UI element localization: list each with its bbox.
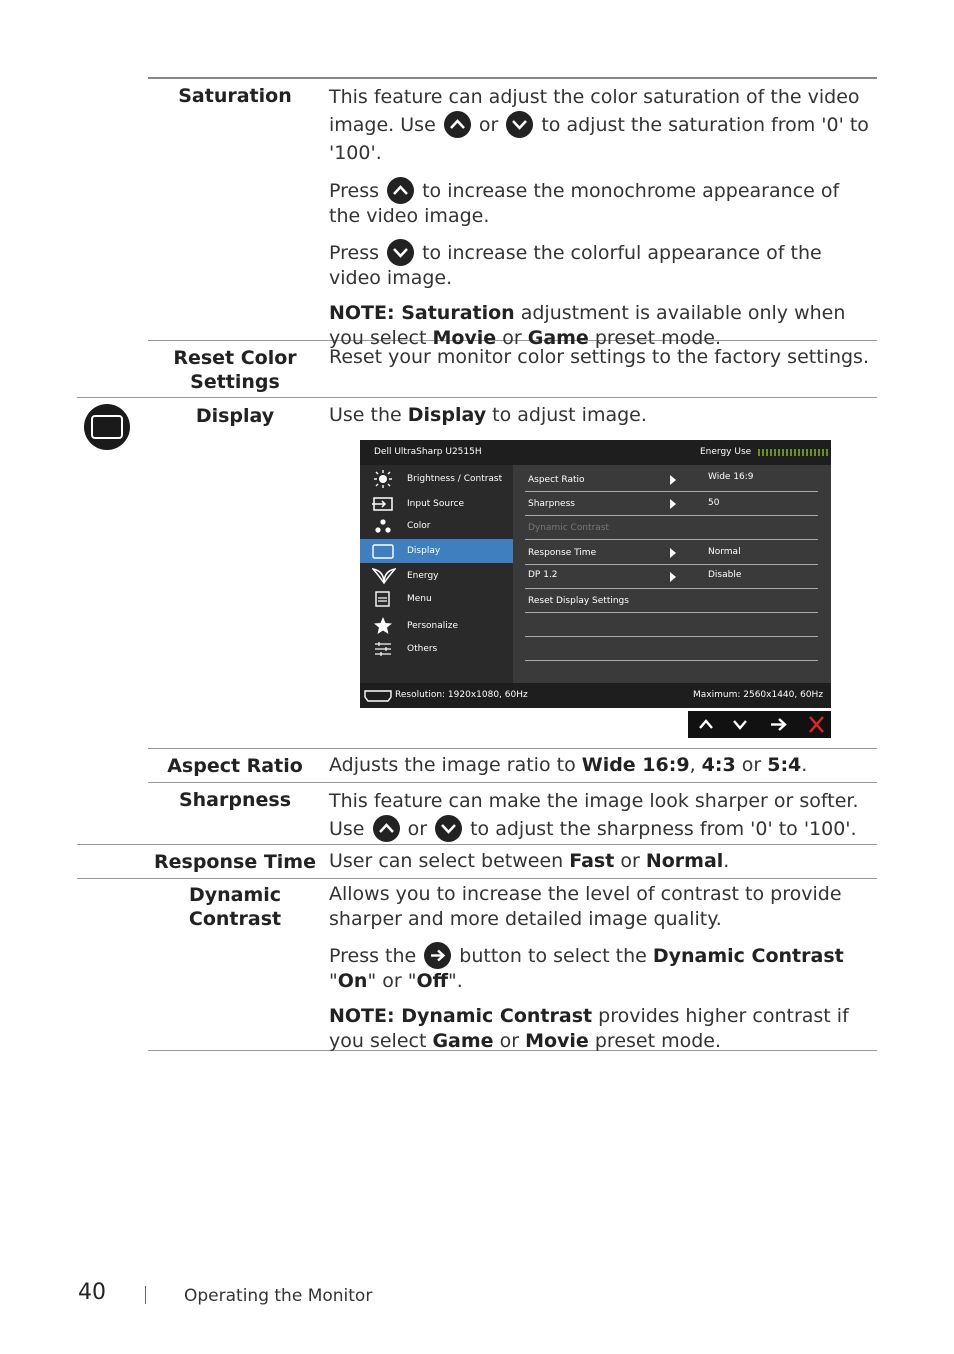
osd-resolution: Resolution: 1920x1080, 60Hz	[395, 690, 528, 700]
display-icon	[372, 542, 394, 560]
page-number: 40	[78, 1280, 106, 1305]
osd-sidebar	[360, 465, 513, 683]
term-aspect-ratio: Aspect Ratio	[167, 755, 303, 777]
up-button-icon	[387, 177, 414, 204]
osd-item-energy[interactable]: Energy	[360, 564, 513, 588]
term-saturation: Saturation	[178, 85, 292, 107]
osd-option-dp12[interactable]: DP 1.2 Disable	[525, 564, 818, 589]
up-arrow-icon[interactable]	[691, 711, 721, 738]
osd-footer	[360, 683, 831, 708]
energy-icon	[372, 567, 396, 585]
osd-menu	[360, 440, 831, 708]
down-button-icon	[435, 815, 462, 842]
display-menu-icon	[84, 404, 130, 450]
brightness-icon	[372, 470, 394, 488]
term-reset-color-settings: Reset Color Settings	[173, 347, 297, 393]
osd-item-others[interactable]: Others	[360, 637, 513, 661]
rule	[148, 782, 877, 783]
term-display: Display	[195, 405, 275, 427]
osd-item-personalize[interactable]: Personalize	[360, 614, 513, 638]
right-button-icon	[424, 942, 451, 969]
osd-item-input-source[interactable]: Input Source	[360, 492, 513, 516]
right-arrow-icon[interactable]	[763, 711, 793, 738]
term-response-time: Response Time	[154, 851, 316, 873]
hdmi-port-icon	[364, 690, 392, 702]
osd-option-dynamic-contrast: Dynamic Contrast	[525, 515, 818, 540]
down-arrow-icon[interactable]	[725, 711, 755, 738]
desc-aspect-ratio: Adjusts the image ratio to Wide 16:9, 4:3 or 5:4.	[329, 754, 808, 776]
rule	[77, 844, 877, 845]
osd-option-response-time[interactable]: Response Time Normal	[525, 540, 818, 565]
osd-button-bar	[688, 711, 831, 738]
rule	[77, 397, 877, 398]
rule	[77, 878, 877, 879]
osd-item-menu[interactable]: Menu	[360, 587, 513, 611]
osd-options	[513, 465, 831, 683]
osd-item-brightness-contrast[interactable]: Brightness / Contrast	[360, 467, 513, 491]
osd-maximum: Maximum: 2560x1440, 60Hz	[693, 690, 824, 700]
osd-option-empty	[525, 636, 818, 661]
rule	[148, 748, 877, 749]
down-button-icon	[506, 111, 533, 138]
up-button-icon	[373, 815, 400, 842]
osd-item-display[interactable]: Display	[360, 539, 513, 563]
desc-dynamic-contrast: Allows you to increase the level of contrast to provide sharper and more detailed image quality. Press the button to select the Dynamic Contrast "On" or "Off". NOTE: Dynamic Contrast provides higher contrast if you select Game or Movie preset mode.	[329, 883, 849, 1052]
osd-model-name: Dell UltraSharp U2515H	[374, 447, 482, 457]
table-top-rule	[148, 77, 877, 79]
menu-icon	[372, 590, 394, 608]
up-button-icon	[444, 111, 471, 138]
others-icon	[372, 640, 394, 658]
osd-option-empty	[525, 612, 818, 637]
desc-saturation: This feature can adjust the color saturation of the video image. Use or to adjust the saturation from '0' to '100'. Press to increase the monochrome appearance of the video image. Press to increase the colorful appearance of the video image. NOTE: Saturation adjustment is available only when you select Movie or Game preset mode.	[329, 86, 869, 349]
desc-reset-color: Reset your monitor color settings to the factory settings.	[329, 346, 869, 368]
desc-response-time: User can select between Fast or Normal.	[329, 850, 730, 872]
desc-sharpness: This feature can make the image look sharper or softer. Use or to adjust the sharpness from '0' to '100'.	[329, 790, 859, 840]
osd-option-sharpness[interactable]: Sharpness 50	[525, 491, 818, 516]
osd-option-aspect-ratio[interactable]: Aspect Ratio Wide 16:9	[525, 467, 818, 492]
term-sharpness: Sharpness	[178, 789, 292, 811]
osd-option-reset-display[interactable]: Reset Display Settings	[525, 588, 818, 613]
energy-meter	[758, 449, 830, 456]
desc-display: Use the Display to adjust image.	[329, 404, 647, 426]
osd-energy-label: Energy Use	[700, 447, 752, 457]
close-icon[interactable]	[802, 711, 831, 738]
term-dynamic-contrast: Dynamic Contrast	[188, 884, 282, 930]
color-icon	[372, 517, 394, 535]
star-icon	[372, 617, 394, 635]
osd-header	[360, 440, 831, 465]
footer-section-title: Operating the Monitor	[184, 1286, 373, 1306]
footer-separator	[145, 1286, 146, 1304]
down-button-icon	[387, 239, 414, 266]
osd-item-color[interactable]: Color	[360, 514, 513, 538]
input-source-icon	[372, 495, 394, 513]
